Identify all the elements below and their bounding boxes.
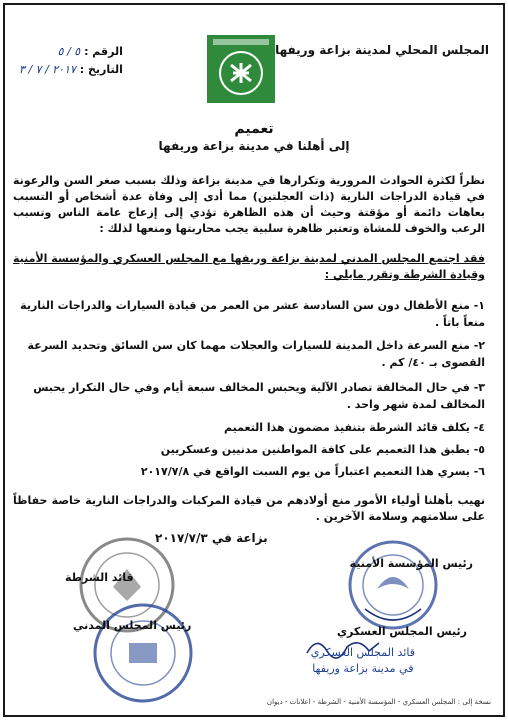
document-page — [3, 3, 505, 717]
security-head-signature: رئيس المؤسسة الأمنية — [349, 557, 473, 570]
security-stamp — [347, 539, 439, 631]
civil-council-stamp — [91, 601, 195, 705]
dateline: بزاعة في ٢٠١٧/٧/٣ — [155, 531, 268, 545]
date-value: ٢٠١٧ / ٧ / ٣ — [19, 63, 76, 76]
military-council-signature: رئيس المجلس العسكري — [336, 625, 467, 638]
police-chief-signature: قائد الشرطة — [65, 571, 134, 584]
list-item: ٣- في حال المخالفة تصادر الآلية ويحبس المخالف سبعة أيام وفي حال التكرار يحبس المخالف لمدة شهر واحد . — [33, 381, 485, 411]
date-label: التاريخ : — [79, 63, 123, 76]
list-item: ٤- يكلف قائد الشرطة بتنفيذ مضمون هذا التعميم — [223, 421, 485, 434]
meeting-paragraph: فقد اجتمع المجلس المدني لمدينة بزاعة وريفها مع المجلس العسكري والمؤسسة الأمنية وقيادة الشرطة وتقرر مايلي : — [13, 252, 485, 281]
intro-paragraph: نظراً لكثرة الحوادث المرورية وتكرارها في مدينة بزاعة وذلك بسبب صغر السن والرعونة في قيادة الدراجات النارية (ذات العجلتين) مما أدى إلى وفاة عدة أشخاص أو التسبب بعاهات دائمة أو مؤقتة وحيث أن هذه الظاهرة تؤدي إلى إزعاج عامة الناس وتسبب الرعب والخوف للمشاة وتعتبر ظاهرة سلبية يجب محاربتها ومنعها لذلك : — [13, 174, 485, 235]
ref-value: ٥ / ٥ — [57, 45, 81, 58]
civil-council-signature: رئيس المجلس المدني — [73, 619, 192, 632]
document-title: تعميم — [234, 121, 274, 137]
list-item: ٢- منع السرعة داخل المدينة للسيارات والعجلات مهما كان سن السائق وتحديد السرعة القصوى بـ ٤٠/ كم . — [27, 339, 485, 369]
military-commander-line1: قائد المجلس العسكري — [310, 646, 415, 659]
distribution-footer: نسخة إلى : المجلس العسكري - المؤسسة الأمنية - الشرطة - اعلانات - ديوان — [266, 698, 491, 706]
list-item: ٦- يسري هذا التعميم اعتباراً من يوم السبت الواقع في ٢٠١٧/٧/٨ — [140, 465, 485, 478]
document-subtitle: إلى أهلنا في مدينة بزاعة وريفها — [158, 139, 350, 153]
closing-paragraph: نهيب بأهلنا أولياء الأمور منع أولادهم من قيادة المركبات والدراجات النارية خاصة حفاظاً على سلامتهم وسلامة الآخرين . — [13, 494, 485, 523]
council-name: المجلس المحلي لمدينة بزاعة وريفها — [275, 43, 489, 57]
council-logo — [205, 33, 277, 105]
list-item: ٥- يطبق هذا التعميم على كافة المواطنين مدنيين وعسكريين — [160, 443, 485, 456]
military-commander-block — [311, 645, 415, 677]
list-item: ١- منع الأطفال دون سن السادسة عشر من العمر من قيادة السيارات والدراجات النارية منعاً باتاً . — [20, 299, 485, 329]
military-commander-line2: في مدينة بزاعة وريفها — [312, 662, 414, 675]
reference-block — [19, 43, 123, 79]
ref-label: الرقم : — [84, 45, 123, 58]
